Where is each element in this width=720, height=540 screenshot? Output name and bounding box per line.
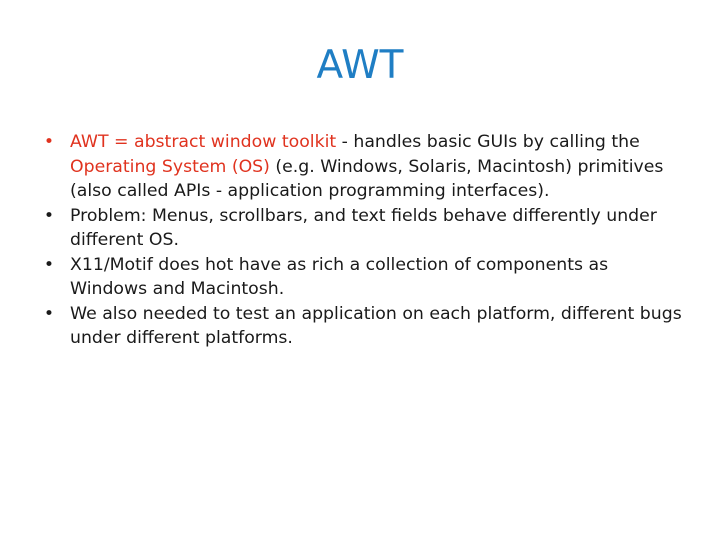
slide-title: AWT xyxy=(316,43,404,88)
bullet-text: We also needed to test an application on each platform, different bugs under different platforms. xyxy=(70,303,682,348)
bullet-item-2 xyxy=(43,204,690,253)
bullet-marker: • xyxy=(43,132,55,152)
bullet-text: Problem: Menus, scrollbars, and text fields behave differently under different OS. xyxy=(70,205,657,250)
bullet-text: - handles basic GUIs by calling the xyxy=(336,132,640,152)
bullet-item-3 xyxy=(43,253,690,302)
bullet-marker: • xyxy=(43,254,55,275)
term-awt: AWT = abstract window toolkit xyxy=(70,132,337,152)
term-operating-system: Operating System (OS) xyxy=(70,156,270,177)
bullet-text: X11/Motif does hot have as rich a collection of components as Windows and Macintosh. xyxy=(70,254,609,299)
bullet-marker: • xyxy=(43,205,55,226)
bullet-text: (e.g. Windows, Solaris, Macintosh) primitives (also called APIs - application programming interfaces). xyxy=(70,156,664,201)
bullet-marker: • xyxy=(43,303,55,324)
bullet-item-4 xyxy=(43,302,690,351)
bullet-item-1 xyxy=(43,130,690,204)
bullet-list xyxy=(43,130,690,351)
